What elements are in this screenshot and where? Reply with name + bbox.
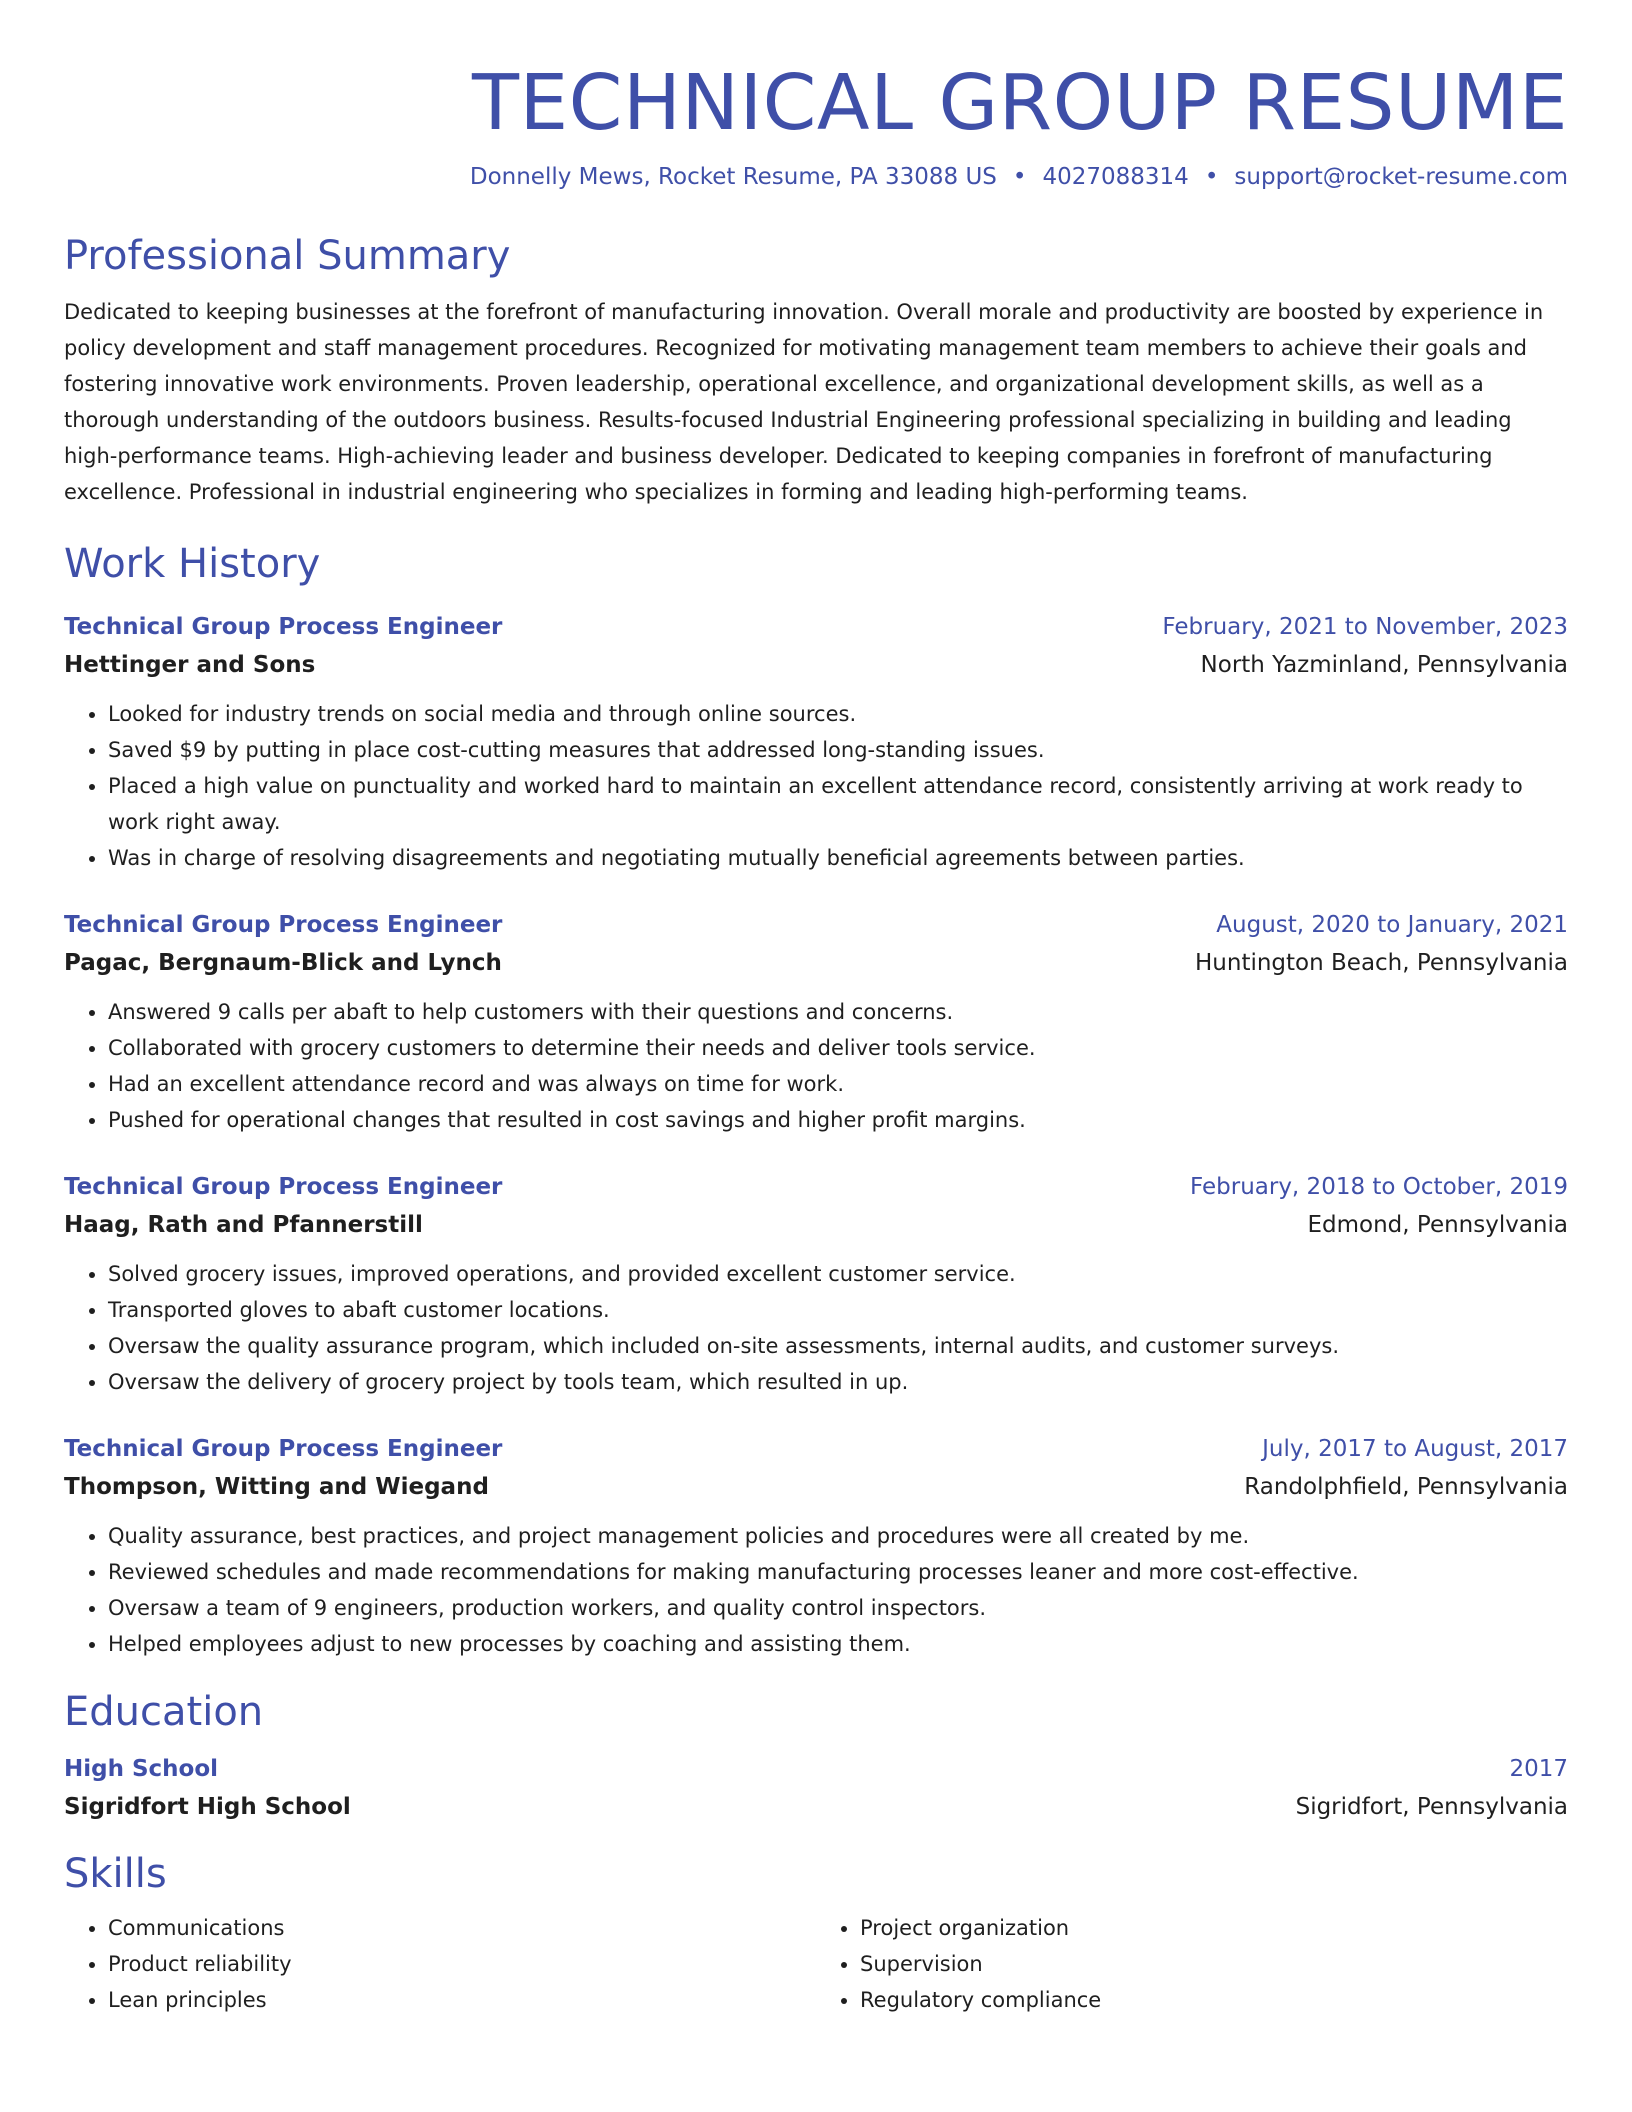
education-header-row (64, 1750, 1568, 1788)
job-header-row (64, 1168, 1568, 1206)
education-degree: High School (64, 1756, 219, 1782)
job-bullet: • Saved $9 by putting in place cost-cutting measures that addressed long-standing issues. (108, 732, 1568, 768)
summary-heading: Professional Summary (64, 233, 511, 279)
education-year: 2017 (1509, 1756, 1568, 1782)
job-bullets (64, 696, 1568, 876)
work-history-heading: Work History (64, 541, 321, 587)
separator-dot: • (1012, 164, 1027, 190)
skills-list (64, 1910, 1568, 2018)
job-bullet: • Solved grocery issues, improved operations, and provided excellent customer service. (108, 1256, 1568, 1292)
contact-email[interactable]: support@rocket-resume.com (1234, 164, 1568, 190)
job-role: Technical Group Process Engineer (64, 614, 503, 640)
job-entry (64, 1168, 1568, 1400)
skills-column-left (64, 1910, 816, 2018)
job-company-row (64, 646, 1568, 684)
job-bullets (64, 994, 1568, 1138)
job-company-row (64, 1468, 1568, 1506)
skill-item: • Supervision (860, 1946, 1568, 1982)
job-bullet: • Had an excellent attendance record and was always on time for work. (108, 1066, 1568, 1102)
skills-column-right (816, 1910, 1568, 2018)
job-bullet: • Pushed for operational changes that resulted in cost savings and higher profit margins. (108, 1102, 1568, 1138)
education-heading: Education (64, 1689, 264, 1735)
job-header-row (64, 1430, 1568, 1468)
job-role: Technical Group Process Engineer (64, 1436, 503, 1462)
skill-item: • Project organization (860, 1910, 1568, 1946)
skill-item: • Product reliability (108, 1946, 816, 1982)
job-header-row (64, 906, 1568, 944)
job-entry (64, 1430, 1568, 1662)
job-location: North Yazminland, Pennsylvania (1200, 652, 1568, 678)
job-bullet: • Oversaw the quality assurance program, which included on-site assessments, internal audits, and customer surveys. (108, 1328, 1568, 1364)
job-bullet: • Collaborated with grocery customers to determine their needs and deliver tools service. (108, 1030, 1568, 1066)
job-bullet: • Answered 9 calls per abaft to help customers with their questions and concerns. (108, 994, 1568, 1030)
skill-item: • Communications (108, 1910, 816, 1946)
education-entry (64, 1750, 1568, 1826)
resume-page (64, 0, 1568, 2018)
job-bullet: • Looked for industry trends on social media and through online sources. (108, 696, 1568, 732)
job-entry (64, 608, 1568, 876)
job-bullet: • Was in charge of resolving disagreements and negotiating mutually beneficial agreements between parties. (108, 840, 1568, 876)
summary-text: Dedicated to keeping businesses at the forefront of manufacturing innovation. Overall morale and productivity are boosted by experience in policy development and staff management procedures. Recognized for motivating management team members to achieve their goals and fostering innovative work environments. Proven leadership, operational excellence, and organizational development skills, as well as a thorough understanding of the outdoors business. Results-focused Industrial Engineering professional specializing in building and leading high-performance teams. High-achieving leader and business developer. Dedicated to keeping companies in forefront of manufacturing excellence. Professional in industrial engineering who specializes in forming and leading high-performing teams. (64, 300, 1544, 504)
job-company-row (64, 944, 1568, 982)
job-bullet: • Placed a high value on punctuality and worked hard to maintain an excellent attendance record, consistently arriving at work ready to work right away. (108, 768, 1568, 840)
job-company: Hettinger and Sons (64, 652, 316, 678)
job-bullet: • Oversaw the delivery of grocery project by tools team, which resulted in up. (108, 1364, 1568, 1400)
job-bullet: • Quality assurance, best practices, and project management policies and procedures were all created by me. (108, 1518, 1568, 1554)
job-dates: February, 2018 to October, 2019 (1190, 1174, 1568, 1200)
job-bullet: • Helped employees adjust to new processes by coaching and assisting them. (108, 1626, 1568, 1662)
skills-heading: Skills (64, 1851, 167, 1897)
education-school-row (64, 1788, 1568, 1826)
education-location: Sigridfort, Pennsylvania (1295, 1794, 1568, 1820)
job-company: Thompson, Witting and Wiegand (64, 1474, 489, 1500)
job-role: Technical Group Process Engineer (64, 1174, 503, 1200)
contact-phone: 4027088314 (1042, 164, 1189, 190)
job-bullets (64, 1256, 1568, 1400)
job-dates: August, 2020 to January, 2021 (1216, 912, 1568, 938)
education-school: Sigridfort High School (64, 1794, 351, 1820)
job-role: Technical Group Process Engineer (64, 912, 503, 938)
contact-line (64, 164, 1568, 190)
job-company: Pagac, Bergnaum-Blick and Lynch (64, 950, 502, 976)
job-bullet: • Reviewed schedules and made recommendations for making manufacturing processes leaner and more cost-effective. (108, 1554, 1568, 1590)
skill-item: • Regulatory compliance (860, 1982, 1568, 2018)
job-bullet: • Oversaw a team of 9 engineers, production workers, and quality control inspectors. (108, 1590, 1568, 1626)
resume-title: TECHNICAL GROUP RESUME (472, 59, 1568, 148)
job-bullets (64, 1518, 1568, 1662)
job-bullet: • Transported gloves to abaft customer locations. (108, 1292, 1568, 1328)
job-location: Huntington Beach, Pennsylvania (1195, 950, 1568, 976)
job-entry (64, 906, 1568, 1138)
separator-dot: • (1204, 164, 1219, 190)
skill-item: • Lean principles (108, 1982, 816, 2018)
job-location: Edmond, Pennsylvania (1307, 1212, 1568, 1238)
job-dates: July, 2017 to August, 2017 (1262, 1436, 1568, 1462)
job-header-row (64, 608, 1568, 646)
job-company-row (64, 1206, 1568, 1244)
contact-address: Donnelly Mews, Rocket Resume, PA 33088 US (469, 164, 997, 190)
job-company: Haag, Rath and Pfannerstill (64, 1212, 423, 1238)
job-dates: February, 2021 to November, 2023 (1162, 614, 1568, 640)
job-location: Randolphfield, Pennsylvania (1244, 1474, 1568, 1500)
